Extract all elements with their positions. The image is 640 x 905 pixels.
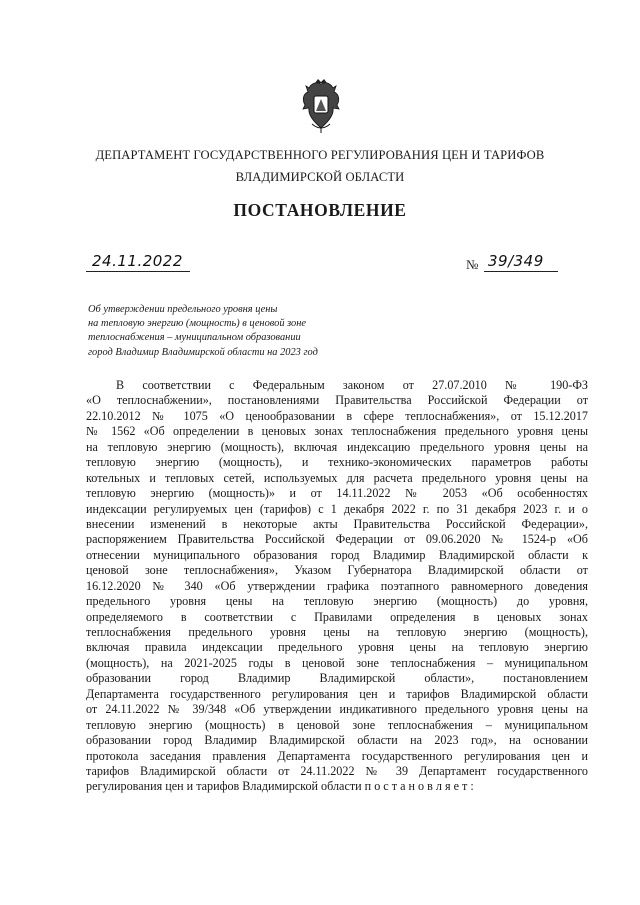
body-line: 16.12.2020 № 340 «Об утверждении графика поэтапного равномерного доведения	[86, 578, 588, 593]
body-line: отнесении муниципального образования город Владимир Владимирской области к	[86, 547, 588, 562]
body-line: образовании город Владимир Владимирской области на 2023 год», на основании	[86, 733, 588, 748]
body-line: Департамента государственного регулирования цен и тарифов Владимирской области	[86, 686, 588, 701]
document-subject	[88, 303, 388, 360]
subject-line: Об утверждении предельного уровня цены	[88, 304, 278, 315]
body-line: теплоснабжения предельного уровня цены на тепловую энергию (мощность),	[86, 625, 588, 639]
body-line: В соответствии с Федеральным законом от 27.07.2010 № 190-ФЗ	[116, 378, 588, 392]
body-line: включая правила индексации предельного уровня цены на тепловую энергию	[86, 640, 588, 655]
body-line: № 1562 «Об определении в ценовых зонах теплоснабжения предельного уровня цены	[86, 424, 588, 439]
body-line: внесении изменений в некоторые акты Правительства Российской Федерации»,	[86, 516, 588, 531]
body-line: тепловую энергию (мощность), и технико-экономических параметров работы	[86, 455, 588, 470]
body-line: на тепловую энергию (мощность), включая индексацию предельного уровня цены на	[86, 439, 588, 454]
body-line: протокола заседания правления Департамента государственного регулирования цен и	[86, 748, 588, 763]
document-body	[86, 378, 588, 795]
date-underline	[86, 271, 190, 272]
body-line: индексации регулируемых цен (тарифов) с 1 декабря 2022 г. по 31 декабря 2023 г. и о	[86, 501, 588, 516]
document-title: ПОСТАНОВЛЕНИЕ	[233, 200, 407, 220]
department-name-line1: ДЕПАРТАМЕНТ ГОСУДАРСТВЕННОГО РЕГУЛИРОВАНИЯ ЦЕН И ТАРИФОВ	[95, 148, 545, 162]
document-number: 39/349	[488, 252, 544, 270]
subject-line: теплоснабжения – муниципальном образовании	[88, 332, 301, 344]
body-line: (мощность), на 2021-2025 годы в ценовой зоне теплоснабжения – муниципальном	[86, 655, 588, 670]
subject-line: город Владимир Владимирской области на 2023 год	[88, 346, 318, 358]
body-line: предельного уровня цены на тепловую энергию (мощность) до уровня,	[86, 594, 588, 609]
body-line: тепловую энергию (мощность)» и от 14.11.2022 № 2053 «Об особенностях	[86, 486, 588, 501]
document-date: 24.11.2022	[92, 252, 183, 270]
body-line: тарифов Владимирской области от 24.11.2022 № 39 Департамент государственного	[86, 763, 588, 778]
department-name-line2: ВЛАДИМИРСКОЙ ОБЛАСТИ	[235, 170, 405, 184]
body-line: определяемого в соответствии с Правилами определения в ценовых зонах	[86, 609, 588, 624]
subject-line: на тепловую энергию (мощность) в ценовой зоне	[88, 318, 307, 330]
coat-of-arms-emblem-icon	[300, 78, 342, 134]
body-line: распоряжением Правительства Российской Федерации от 09.06.2020 № 1524-р «Об	[86, 532, 588, 547]
body-line: ценовой зоне теплоснабжения», Указом Губернатора Владимирской области от	[86, 563, 588, 578]
body-line: «О теплоснабжении», постановлениями Правительства Российской Федерации от	[86, 393, 588, 408]
body-line: котельных и тепловых сетей, используемых для расчета предельного уровня цены на	[86, 470, 588, 485]
body-line: регулирования цен и тарифов Владимирской области п о с т а н о в л я е т :	[86, 779, 474, 794]
number-sign: №	[466, 257, 479, 272]
body-line: 22.10.2012 № 1075 «О ценообразовании в сфере теплоснабжения», от 15.12.2017	[86, 408, 588, 423]
body-line: от 24.11.2022 № 39/348 «Об утверждении индикативного предельного уровня цены на	[86, 702, 588, 717]
body-line: тепловую энергию (мощность) в ценовой зоне теплоснабжения – муниципальном	[86, 717, 588, 732]
body-line: образовании город Владимир Владимирской области», постановлением	[86, 671, 588, 686]
number-underline	[484, 271, 558, 272]
